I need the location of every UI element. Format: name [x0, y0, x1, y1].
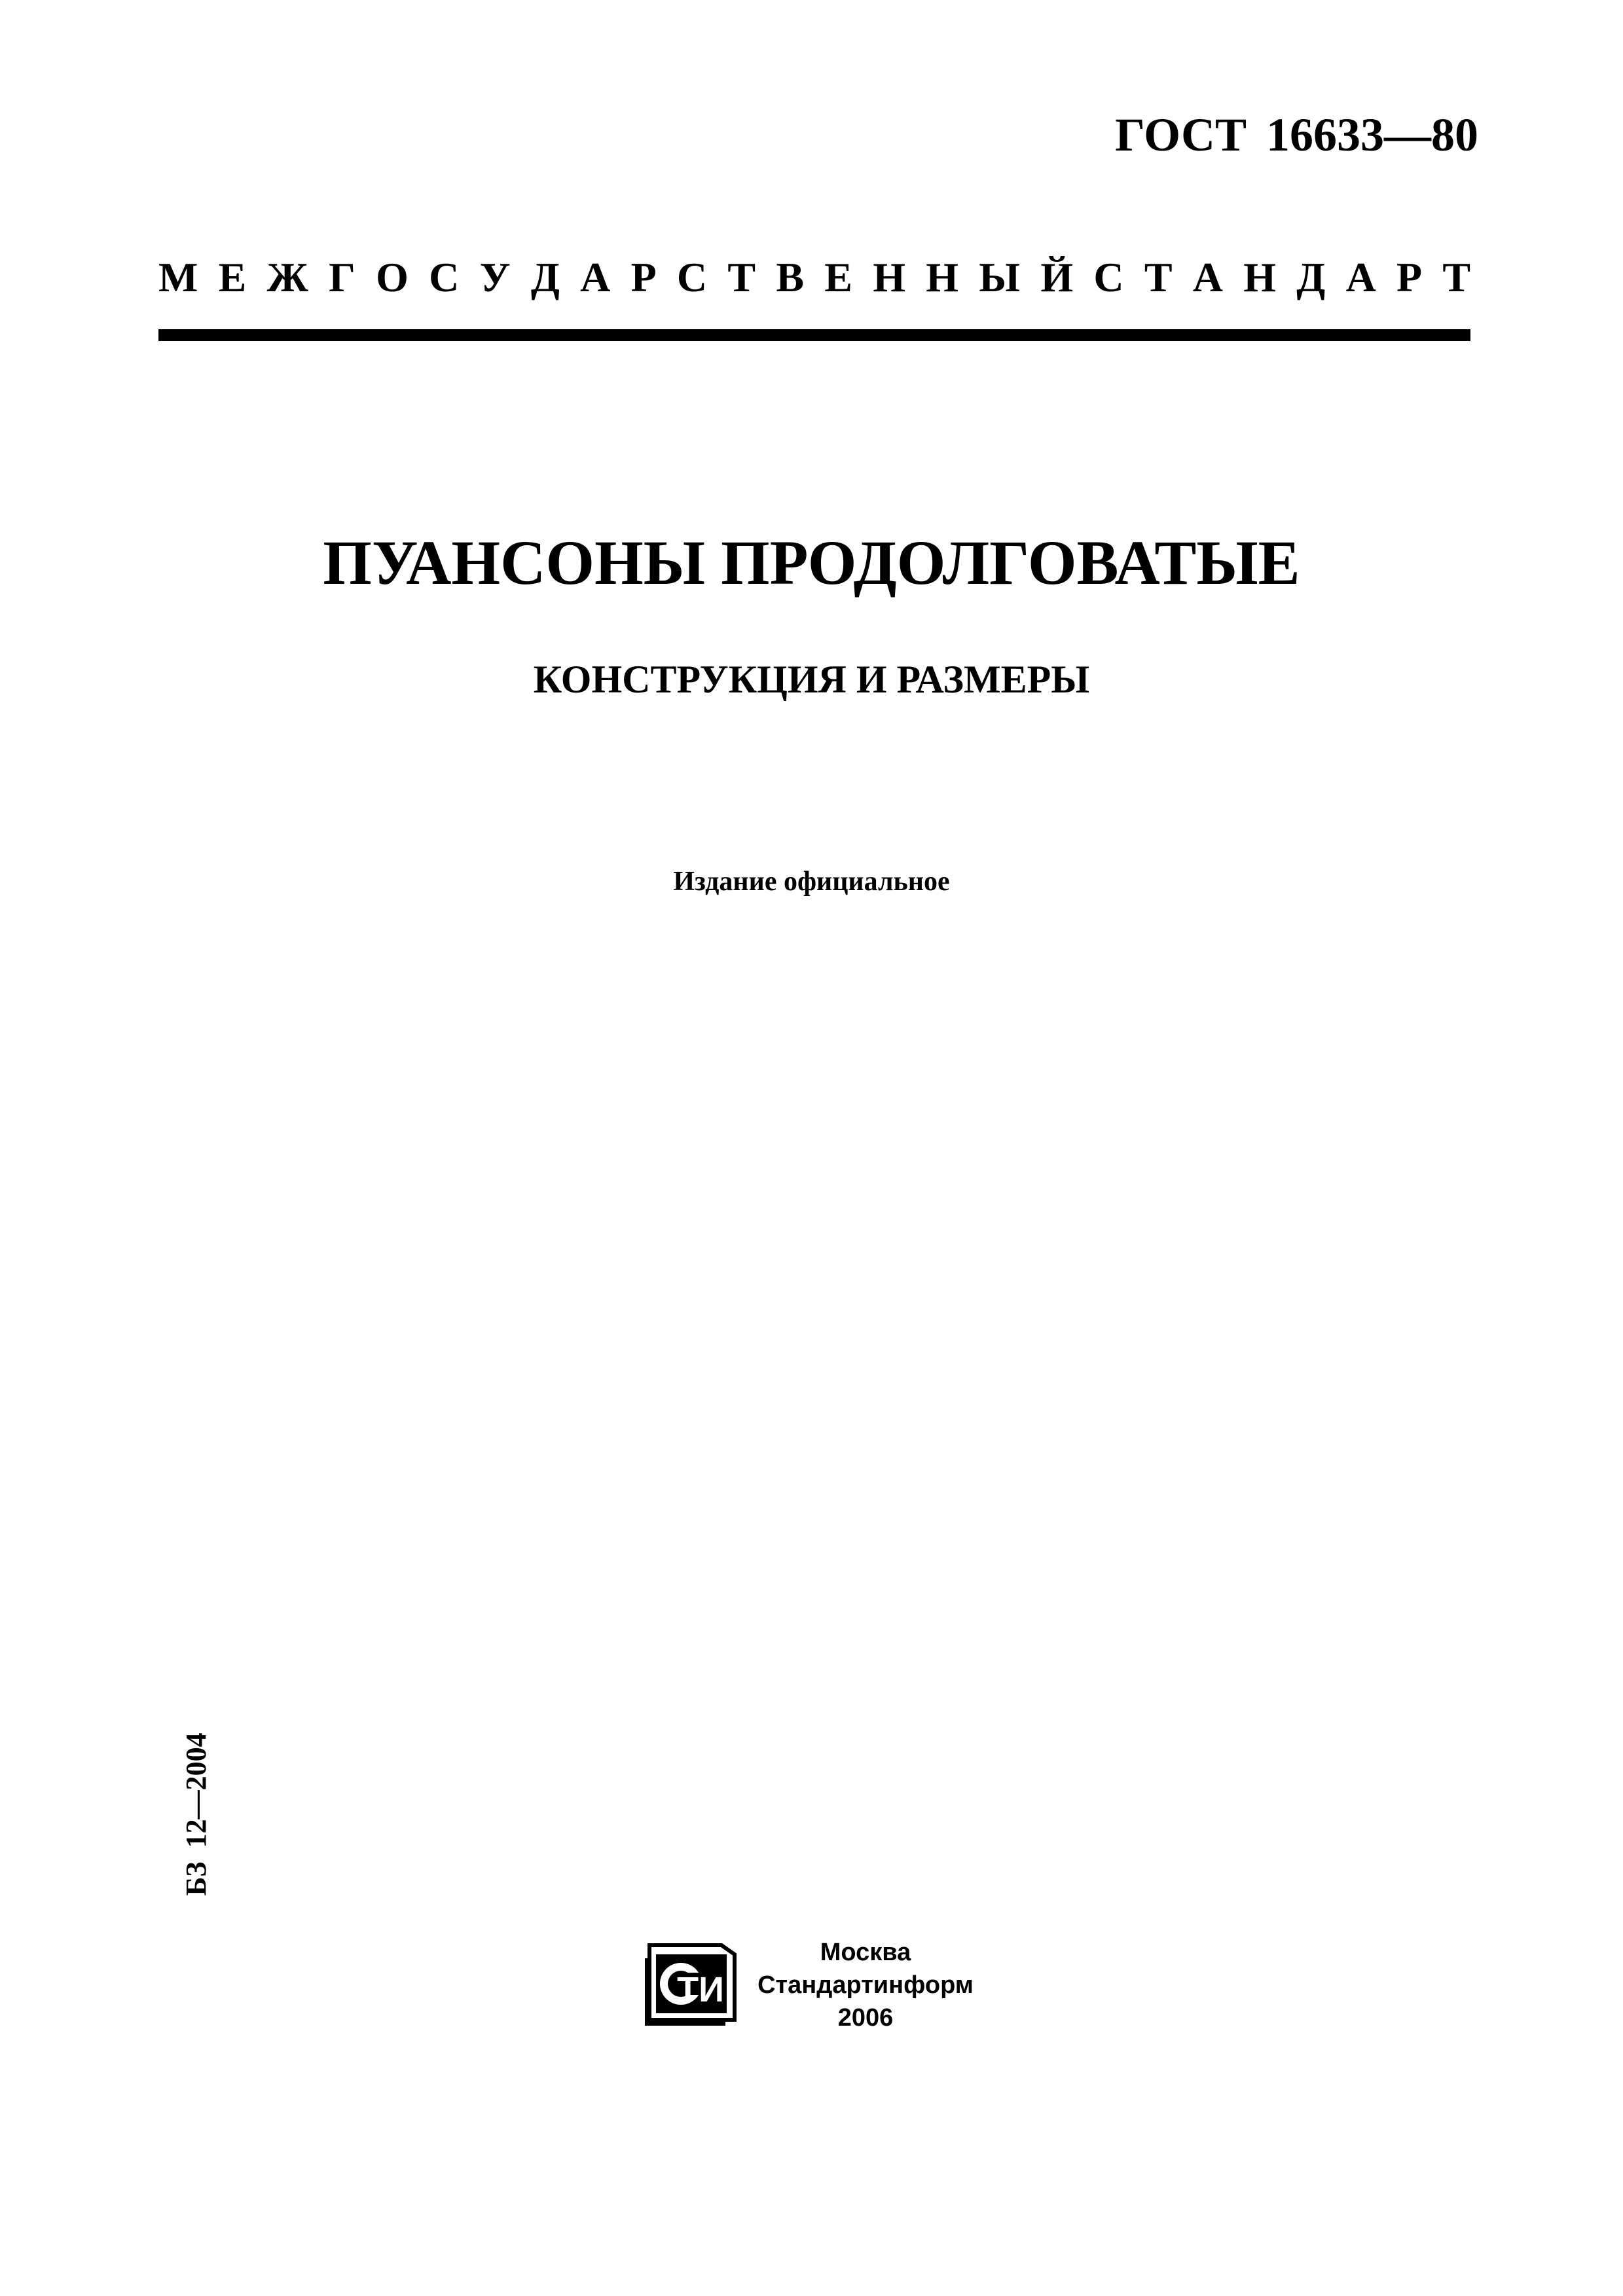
category-letter: Н	[1243, 254, 1277, 300]
header-divider	[158, 329, 1470, 341]
document-number: ГОСТ 16633—80	[1115, 109, 1478, 161]
category-letter: О	[376, 254, 409, 300]
category-letter: А	[1345, 254, 1376, 300]
category-letter: А	[1192, 254, 1223, 300]
standard-category-text	[158, 254, 1470, 300]
publisher-name: Стандартинформ	[757, 1971, 974, 1999]
publisher-block	[643, 1936, 1010, 2034]
category-letter: Й	[1040, 254, 1074, 300]
category-letter: Р	[630, 254, 657, 300]
category-letter: В	[776, 254, 804, 300]
category-letter: С	[676, 254, 708, 300]
category-letter: А	[580, 254, 611, 300]
category-letter: Е	[218, 254, 247, 300]
standard-category	[158, 254, 1471, 300]
category-letter: Т	[1442, 254, 1471, 300]
publisher-info	[757, 1936, 974, 2034]
publisher-city: Москва	[820, 1939, 911, 1966]
category-letter: Ы	[979, 254, 1021, 300]
category-letter: Н	[873, 254, 905, 300]
side-code: БЗ 12—2004	[180, 1732, 212, 1896]
edition-note: Издание официальное	[673, 867, 950, 897]
document-title: ПУАНСОНЫ ПРОДОЛГОВАТЫЕ	[323, 528, 1300, 598]
category-letter: Р	[1396, 254, 1423, 300]
category-letter: Т	[727, 254, 756, 300]
category-letter: М	[158, 254, 198, 300]
category-letter: У	[479, 254, 511, 300]
category-letter: Г	[329, 254, 356, 300]
category-letter: Ж	[266, 254, 308, 300]
publisher-year: 2006	[837, 2004, 894, 2032]
svg-text:ТИ: ТИ	[677, 1970, 724, 2009]
standartinform-logo-icon	[643, 1939, 741, 2026]
document-subtitle: КОНСТРУКЦИЯ И РАЗМЕРЫ	[533, 658, 1090, 701]
category-letter: Н	[926, 254, 958, 300]
category-letter: Д	[1296, 254, 1326, 300]
category-letter: С	[429, 254, 460, 300]
category-letter: Т	[1144, 254, 1173, 300]
category-letter: Д	[530, 254, 560, 300]
category-letter: Е	[824, 254, 852, 300]
category-letter: С	[1093, 254, 1124, 300]
